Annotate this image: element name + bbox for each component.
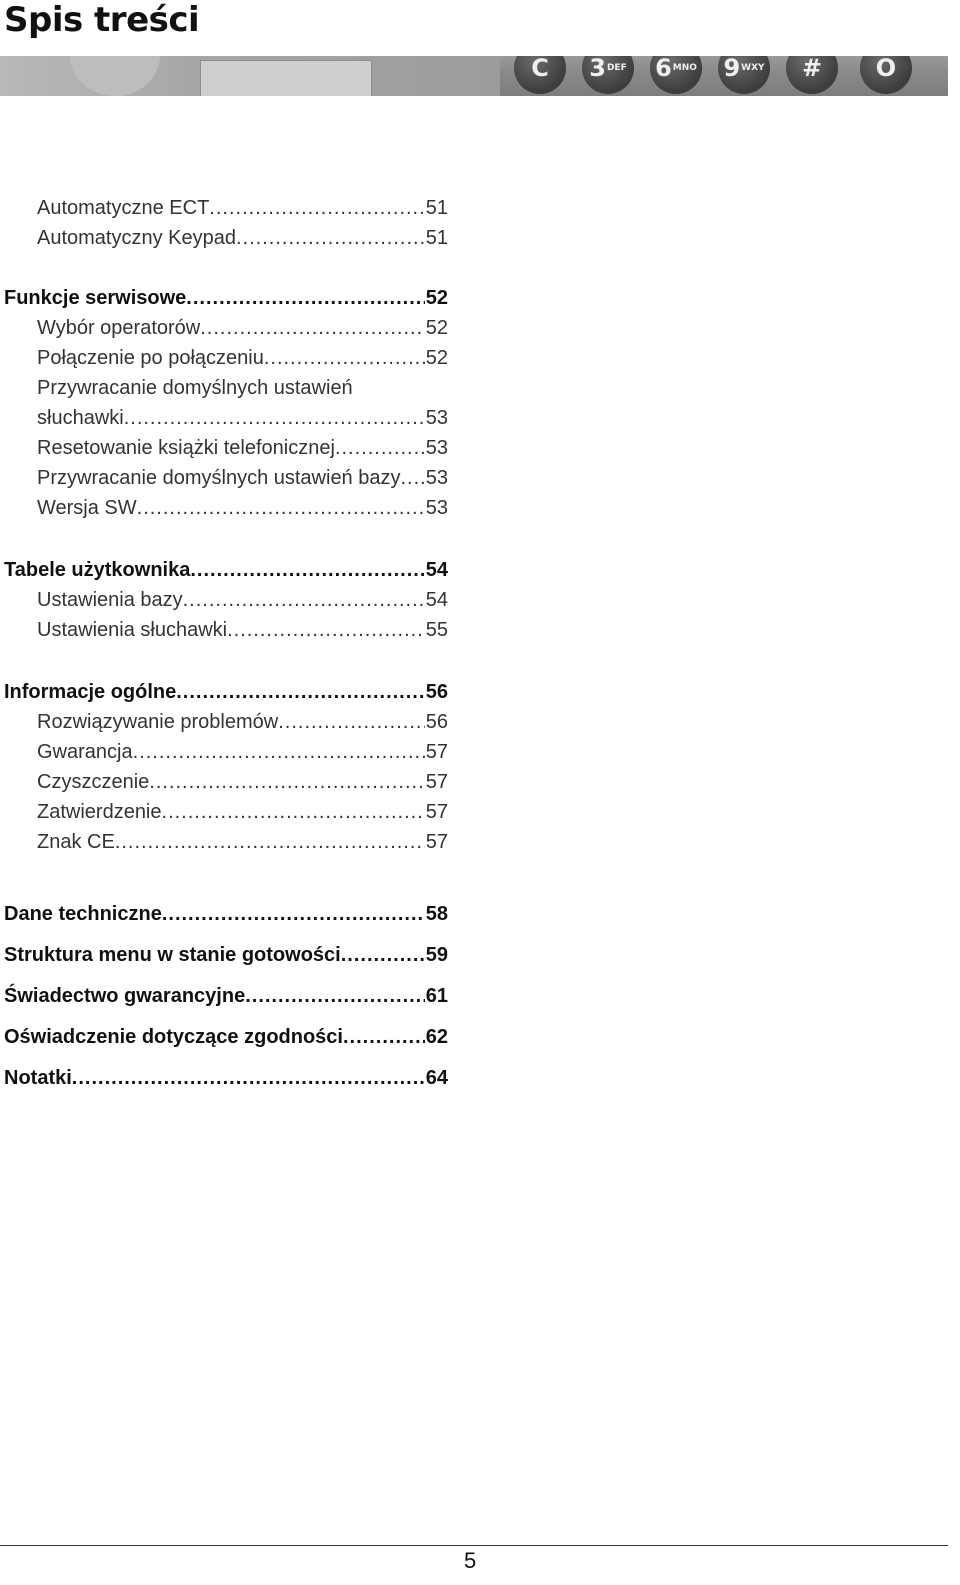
toc-leader-dots xyxy=(278,710,425,734)
toc-entry-page: 52 xyxy=(425,347,448,369)
toc-section-label: Notatki xyxy=(4,1067,72,1089)
keypad-key-o: O xyxy=(860,56,912,94)
toc-section-page: 64 xyxy=(425,1067,448,1089)
footer-divider xyxy=(0,1545,948,1546)
toc-leader-dots xyxy=(200,316,425,340)
toc-entry[interactable] xyxy=(37,196,448,220)
toc-leader-dots xyxy=(245,984,425,1008)
keypad-key-3: 3 DEF xyxy=(582,56,634,94)
toc-leader-dots xyxy=(209,196,424,220)
toc-section-label: Tabele użytkownika xyxy=(4,559,191,581)
toc-entry[interactable] xyxy=(37,710,448,734)
toc-entry-page: 56 xyxy=(425,711,448,733)
toc-entry-label: Automatyczne ECT xyxy=(37,197,210,219)
toc-section-entry[interactable] xyxy=(4,1066,448,1090)
toc-entry[interactable] xyxy=(37,316,448,340)
toc-entry-label: Połączenie po połączeniu xyxy=(37,347,264,369)
toc-leader-dots xyxy=(190,558,424,582)
toc-section-label: Świadectwo gwarancyjne xyxy=(4,985,246,1007)
toc-section-page: 56 xyxy=(425,681,448,703)
toc-leader-dots xyxy=(186,286,424,310)
toc-entry-page: 55 xyxy=(425,619,448,641)
toc-entry-label-line1: Przywracanie domyślnych ustawień xyxy=(37,377,353,399)
phone-keypad-banner xyxy=(0,56,948,96)
toc-entry[interactable] xyxy=(37,830,448,854)
toc-section-page: 58 xyxy=(425,903,448,925)
toc-section-entry[interactable] xyxy=(4,680,448,704)
toc-entry-page: 57 xyxy=(425,831,448,853)
toc-section-entry[interactable] xyxy=(4,1025,448,1049)
toc-leader-dots xyxy=(401,466,425,490)
toc-entry[interactable] xyxy=(37,226,448,250)
toc-leader-dots xyxy=(335,436,425,460)
toc-entry-page: 51 xyxy=(425,197,448,219)
toc-entry-page: 53 xyxy=(425,467,448,489)
page-title: Spis treści xyxy=(4,0,200,40)
toc-entry[interactable] xyxy=(37,800,448,824)
toc-section-entry[interactable] xyxy=(4,286,448,310)
toc-entry-label: Resetowanie książki telefonicznej xyxy=(37,437,335,459)
toc-entry-label: Rozwiązywanie problemów xyxy=(37,711,279,733)
toc-leader-dots xyxy=(227,618,425,642)
toc-section-entry[interactable] xyxy=(4,902,448,926)
toc-entry[interactable] xyxy=(37,496,448,520)
toc-entry-label: Przywracanie domyślnych ustawień bazy xyxy=(37,467,401,489)
toc-entry-label: Gwarancja xyxy=(37,741,133,763)
phone-display xyxy=(200,60,372,96)
toc-section-entry[interactable] xyxy=(4,984,448,1008)
toc-leader-dots xyxy=(72,1066,425,1090)
toc-entry-label: Czyszczenie xyxy=(37,771,150,793)
toc-entry-label: Ustawienia bazy xyxy=(37,589,183,611)
toc-entry-page: 53 xyxy=(425,437,448,459)
toc-leader-dots xyxy=(162,800,425,824)
toc-section-label: Struktura menu w stanie gotowości xyxy=(4,944,341,966)
toc-section-page: 52 xyxy=(425,287,448,309)
toc-entry-label: Wersja SW xyxy=(37,497,137,519)
toc-leader-dots xyxy=(183,588,425,612)
toc-entry-page: 57 xyxy=(425,771,448,793)
toc-entry-page: 53 xyxy=(425,407,448,429)
toc-section-page: 54 xyxy=(425,559,448,581)
toc-leader-dots xyxy=(236,226,425,250)
toc-entry-page: 57 xyxy=(425,801,448,823)
toc-entry[interactable] xyxy=(37,346,448,370)
toc-entry-page: 57 xyxy=(425,741,448,763)
keypad-key-9: 9 WXY xyxy=(718,56,770,94)
toc-entry[interactable] xyxy=(37,436,448,460)
toc-section-page: 59 xyxy=(425,944,448,966)
toc-entry-page: 52 xyxy=(425,317,448,339)
keypad-key-hash: # xyxy=(786,56,838,94)
toc-section-entry[interactable] xyxy=(4,943,448,967)
toc-section-label: Funkcje serwisowe xyxy=(4,287,187,309)
keypad-key-c: C xyxy=(514,56,566,94)
toc-entry-label: Automatyczny Keypad xyxy=(37,227,236,249)
toc-entry-label: słuchawki xyxy=(37,407,124,429)
toc-entry[interactable] xyxy=(37,466,448,490)
toc-leader-dots xyxy=(162,902,425,926)
toc-entry-label: Zatwierdzenie xyxy=(37,801,162,823)
toc-section-entry[interactable] xyxy=(4,558,448,582)
toc-section-page: 62 xyxy=(425,1026,448,1048)
toc-entry[interactable] xyxy=(37,588,448,612)
toc-leader-dots xyxy=(264,346,425,370)
toc-section-label: Informacje ogólne xyxy=(4,681,177,703)
toc-entry[interactable] xyxy=(37,770,448,794)
toc-leader-dots xyxy=(124,406,425,430)
toc-entry-label: Ustawienia słuchawki xyxy=(37,619,228,641)
toc-leader-dots xyxy=(115,830,425,854)
keypad-key-6: 6 MNO xyxy=(650,56,702,94)
toc-entry-label: Wybór operatorów xyxy=(37,317,201,339)
toc-leader-dots xyxy=(137,496,425,520)
toc-leader-dots xyxy=(133,740,425,764)
toc-leader-dots xyxy=(176,680,425,704)
toc-leader-dots xyxy=(343,1025,425,1049)
toc-leader-dots xyxy=(341,943,425,967)
toc-entry-page: 51 xyxy=(425,227,448,249)
toc-section-label: Oświadczenie dotyczące zgodności xyxy=(4,1026,343,1048)
toc-entry[interactable] xyxy=(37,740,448,764)
page-number: 5 xyxy=(464,1548,477,1573)
toc-entry-label: Znak CE xyxy=(37,831,115,853)
toc-entry[interactable] xyxy=(37,406,448,430)
toc-entry[interactable] xyxy=(37,618,448,642)
toc-section-page: 61 xyxy=(425,985,448,1007)
toc-leader-dots xyxy=(149,770,424,794)
toc-section-label: Dane techniczne xyxy=(4,903,162,925)
toc-entry-page: 54 xyxy=(425,589,448,611)
toc-entry-page: 53 xyxy=(425,497,448,519)
